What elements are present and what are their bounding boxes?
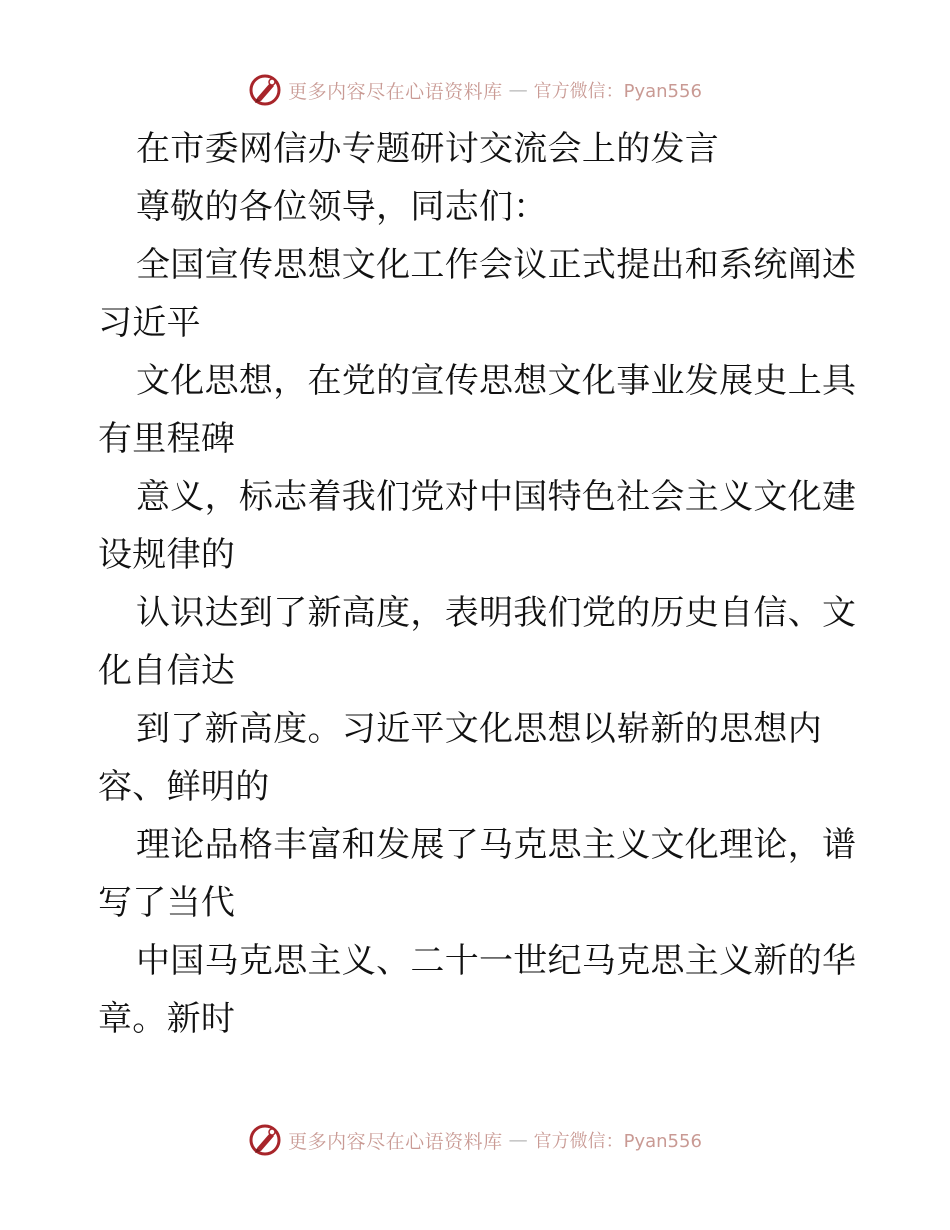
banner-text: 更多内容尽在心语资料库 [288,80,503,103]
doc-line: 设规律的 [98,535,236,575]
document-body [98,120,858,1048]
pen-logo-icon [248,1123,282,1157]
banner-wechat: 官方微信：Pyan556 [533,81,702,102]
doc-line: 到了新高度。习近平文化思想以崭新的思想内 [136,709,822,749]
doc-line: 化自信达 [98,651,236,691]
doc-line: 全国宣传思想文化工作会议正式提出和系统阐述 [136,245,857,285]
pen-logo-icon [248,73,282,107]
doc-line: 容、鲜明的 [98,767,270,807]
doc-line: 写了当代 [98,883,236,923]
doc-line: 习近平 [98,303,201,343]
doc-line: 中国马克思主义、二十一世纪马克思主义新的华 [136,941,857,981]
banner-separator: — [508,79,528,101]
footer-banner [0,1120,950,1160]
doc-line: 有里程碑 [98,419,236,459]
doc-title: 在市委网信办专题研讨交流会上的发言 [136,129,720,169]
doc-line: 意义，标志着我们党对中国特色社会主义文化建 [136,477,857,517]
header-banner [0,70,950,110]
banner-wechat: 官方微信：Pyan556 [533,1131,702,1152]
doc-line: 文化思想，在党的宣传思想文化事业发展史上具 [136,361,857,401]
banner-separator: — [508,1129,528,1151]
doc-salutation: 尊敬的各位领导，同志们： [136,187,548,227]
banner-text: 更多内容尽在心语资料库 [288,1130,503,1153]
doc-line: 认识达到了新高度，表明我们党的历史自信、文 [136,593,857,633]
doc-line: 章。新时 [98,999,236,1039]
doc-line: 理论品格丰富和发展了马克思主义文化理论，谱 [136,825,857,865]
